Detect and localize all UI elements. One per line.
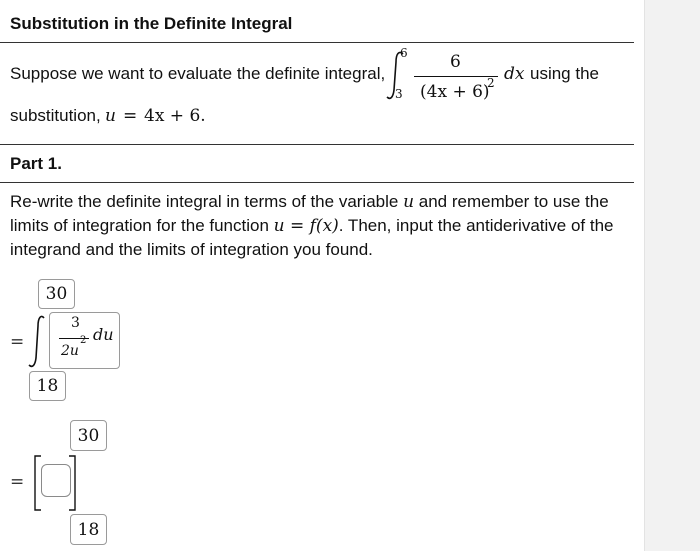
denominator-power: 2 [487, 76, 495, 90]
sub-expression: 4x + 6. [144, 106, 206, 126]
differential-dx: dx [504, 64, 525, 84]
instructions [10, 190, 630, 262]
part-label: Part 1. [10, 154, 62, 173]
fraction-numerator: 6 [450, 52, 461, 72]
integral-lower-limit: 3 [395, 87, 403, 101]
equals-sign: = [10, 332, 25, 352]
page-margin [644, 0, 700, 551]
page-title: Substitution in the Definite Integral [10, 14, 293, 33]
integrand-denominator: 2u [61, 343, 79, 359]
upper-limit-input[interactable]: 30 [70, 420, 107, 451]
integrand-denominator-power: 2 [80, 335, 87, 346]
instructions-variable: u [403, 192, 415, 212]
integral-sign [26, 314, 48, 370]
problem-tail: using the [530, 64, 599, 83]
lower-limit-input[interactable]: 18 [29, 371, 66, 401]
fraction-bar [414, 76, 498, 77]
instructions-text-3: . Then, input the antiderivative of the integrand and the limits of integration you found. [10, 216, 614, 259]
divider [0, 182, 634, 183]
sub-variable: u [105, 106, 116, 126]
integral-upper-limit: 6 [400, 46, 408, 60]
problem-lead: Suppose we want to evaluate the definite integral, [10, 64, 386, 83]
antiderivative-input[interactable] [41, 464, 71, 497]
sub-equals: = [123, 106, 138, 126]
instructions-text-2: and remember to use the limits of integration for the function [10, 192, 609, 235]
instructions-text-1: Re-write the definite integral in terms of the variable [10, 192, 404, 211]
divider [0, 144, 634, 145]
fraction-denominator: (4x + 6) [420, 82, 490, 102]
divider [0, 42, 634, 43]
integrand-numerator: 3 [71, 315, 80, 331]
instructions-function: u = f(x) [273, 216, 339, 236]
lower-limit-input[interactable]: 18 [70, 514, 107, 545]
differential-du: du [93, 325, 114, 344]
upper-limit-input[interactable]: 30 [38, 279, 75, 309]
integrand-input[interactable] [49, 312, 120, 369]
equals-sign: = [10, 472, 25, 492]
problem-line2-lead: substitution, [10, 106, 101, 125]
